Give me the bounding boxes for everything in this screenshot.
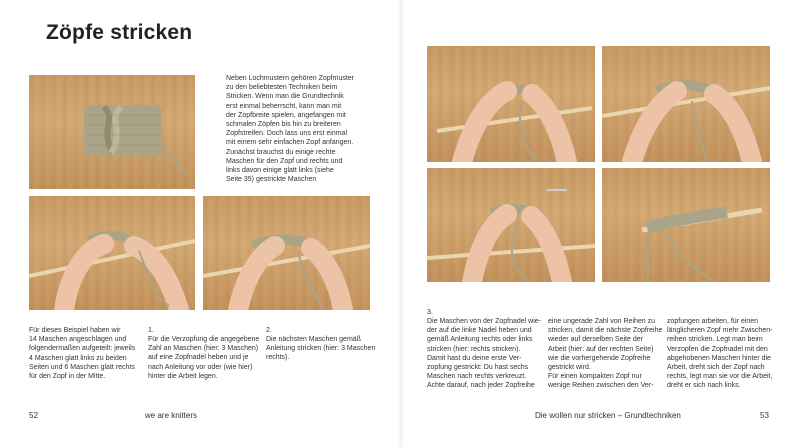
page-number-left: 52	[29, 411, 38, 420]
step-1-number: 1.	[148, 327, 154, 334]
step-2-text: Die nächsten Maschen gemäß Anleitung stricken (hier: 3 Maschen rechts).	[266, 336, 376, 362]
photo-step-2	[203, 196, 370, 310]
running-head-right: Die wollen nur stricken – Grundtechniken	[535, 411, 681, 420]
step-2-number: 2.	[266, 327, 272, 334]
step-3-column-2: eine ungerade Zahl von Reihen zu stricken, damit die nächste Zopfreihe wieder auf derselben Seite der Arbeit (hier: auf der rechten Seite) wie die vorhergehende Zopfreihe gestrickt wird. Für einen kompakten Zopf nur wenige Reihen zwischen den Ver-	[548, 318, 663, 390]
photo-step-3a	[427, 46, 595, 162]
intro-paragraph: Neben Lochmustern gehören Zopfmuster zu den beliebtesten Techniken beim Stricken. Wenn man die Grundtechnik erst einmal beherrscht, kann man mit der Zopfbreite spielen, angefangen mit schmalen Zöpfen bis hin zu breiteren Zopfstreifen. Doch lass uns erst einmal mit einem sehr einfachen Zopf anfangen. Zunächst brauchst du einige rechte Maschen für den Zopf und rechts und links davon einige glatt links (siehe Seite 35) gestrickte Maschen	[226, 75, 355, 184]
photo-step-3d	[602, 168, 770, 282]
photo-swatch	[29, 75, 195, 189]
running-head-left: we are knitters	[145, 411, 198, 420]
photo-step-3b	[602, 46, 770, 162]
step-3-number: 3.	[427, 309, 433, 316]
photo-step-3c	[427, 168, 595, 282]
page-title: Zöpfe stricken	[46, 21, 193, 44]
step-3-column-3: zopfungen arbeiten, für einen länglicheren Zopf mehr Zwischen- reihen stricken. Legt man beim Verzopfen die Zopfnadel mit den abgehobenen Maschen hinter die Arbeit, dreht sich der Zopf nach rechts, legt man sie vor die Arbeit, dreht er sich nach links.	[667, 318, 773, 390]
photo-step-1	[29, 196, 195, 310]
page-number-right: 53	[760, 411, 769, 420]
step-1-text: Für die Verzopfung die angegebene Zahl an Maschen (hier: 3 Maschen) auf eine Zopfnadel heben und je nach Anleitung vor oder (wie hier) hinter die Arbeit legen.	[148, 336, 260, 380]
book-gutter	[398, 0, 404, 447]
step-3-column-1: Die Maschen von der Zopfnadel wie- der auf die linke Nadel heben und gemäß Anleitung rechts oder links stricken (hier: rechts stricken). Damit hast du deine erste Ver- zopfung gestrickt: Du hast sechs Maschen nach rechts verkreuzt. Achte darauf, nach jeder Zopfreihe	[427, 318, 542, 390]
caption-example: Für dieses Beispiel haben wir 14 Maschen angeschlagen und folgendermaßen aufgeteilt: jeweils 4 Maschen glatt links zu beiden Seiten und 6 Maschen glatt rechts für den Zopf in der Mitte.	[29, 327, 136, 381]
